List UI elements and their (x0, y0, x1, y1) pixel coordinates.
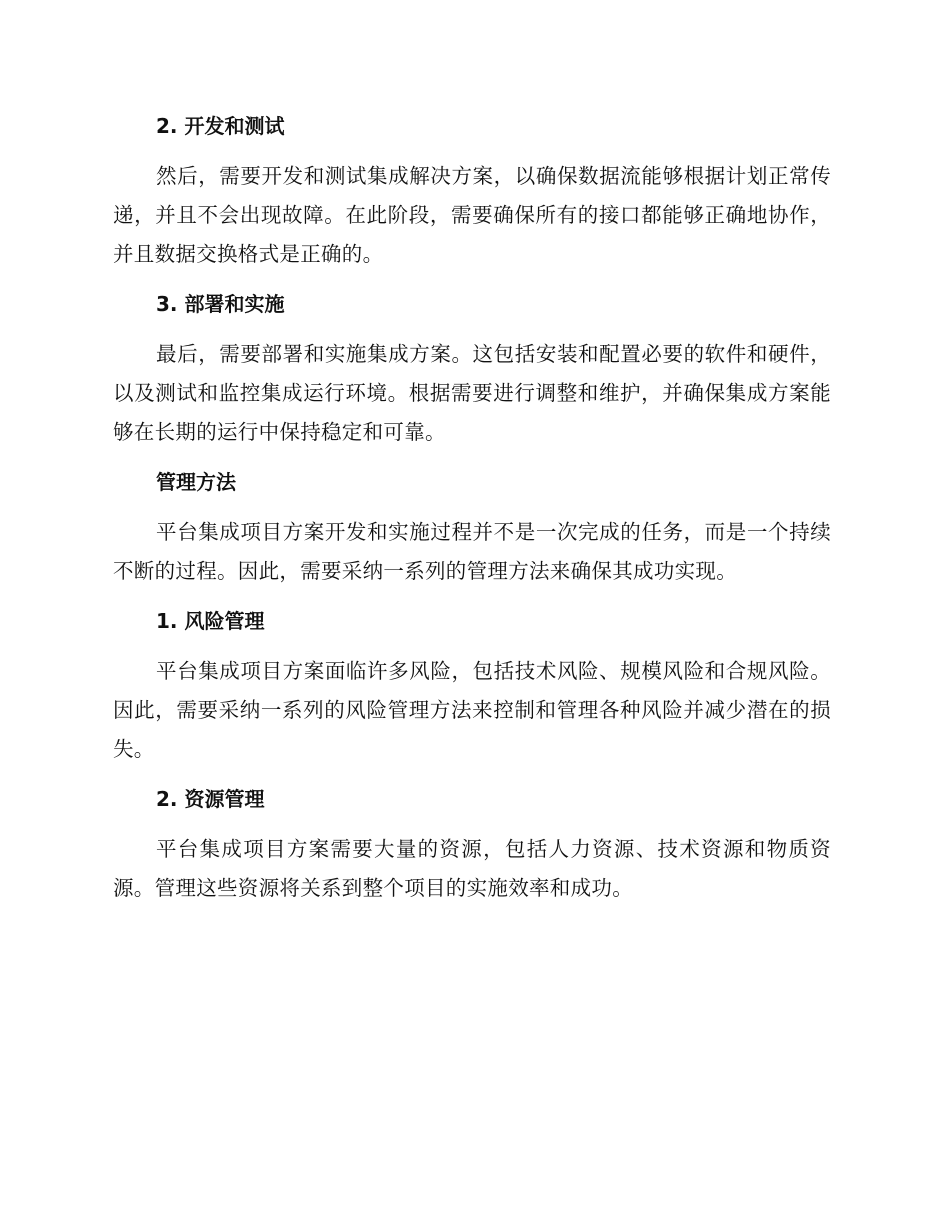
section-paragraph-risk-management: 平台集成项目方案面临许多风险，包括技术风险、规模风险和合规风险。因此，需要采纳一系列的风险管理方法来控制和管理各种风险并减少潜在的损失。 (113, 659, 831, 761)
section-paragraph-develop-test: 然后，需要开发和测试集成解决方案，以确保数据流能够根据计划正常传递，并且不会出现故障。在此阶段，需要确保所有的接口都能够正确地协作，并且数据交换格式是正确的。 (113, 164, 831, 266)
section-heading-resource-management: 2. 资源管理 (156, 787, 265, 811)
section-heading-develop-test: 2. 开发和测试 (156, 114, 285, 138)
section-heading-risk-management: 1. 风险管理 (156, 609, 265, 633)
section-paragraph-resource-management: 平台集成项目方案需要大量的资源，包括人力资源、技术资源和物质资源。管理这些资源将关系到整个项目的实施效率和成功。 (113, 837, 831, 900)
document-body (113, 107, 831, 919)
section-paragraph-deploy-implement: 最后，需要部署和实施集成方案。这包括安装和配置必要的软件和硬件，以及测试和监控集成运行环境。根据需要进行调整和维护，并确保集成方案能够在长期的运行中保持稳定和可靠。 (113, 342, 831, 444)
section-heading-management-methods: 管理方法 (156, 470, 236, 494)
section-heading-deploy-implement: 3. 部署和实施 (156, 292, 285, 316)
section-paragraph-management-methods: 平台集成项目方案开发和实施过程并不是一次完成的任务，而是一个持续不断的过程。因此，需要采纳一系列的管理方法来确保其成功实现。 (113, 520, 831, 583)
